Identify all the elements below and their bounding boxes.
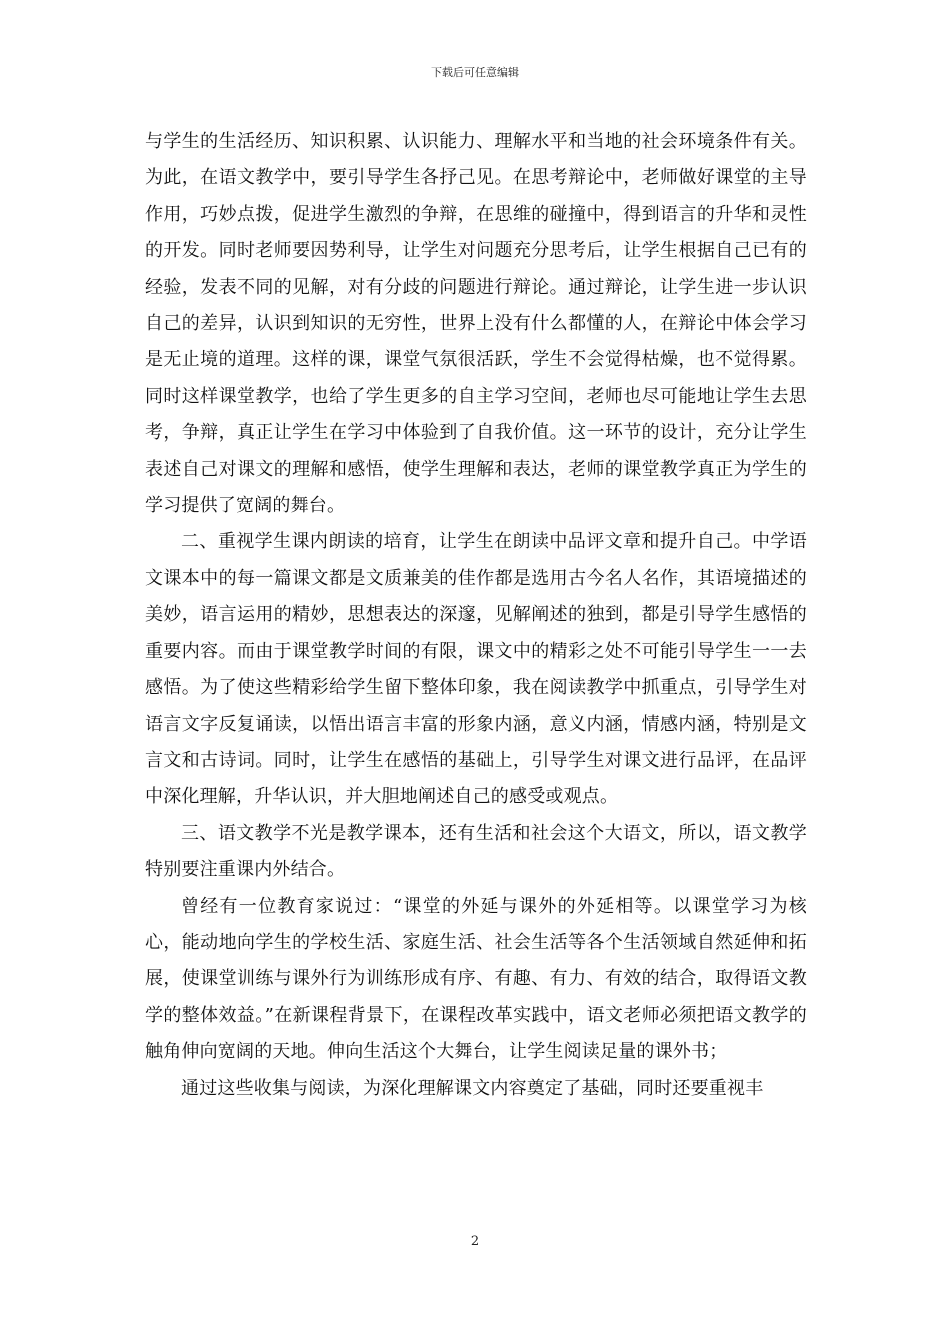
- body-paragraph-3: 三、语文教学不光是教学课本，还有生活和社会这个大语文，所以，语文教学特别要注重课内外结合。: [145, 822, 807, 881]
- page-number: 2: [470, 1234, 480, 1249]
- body-paragraph-4: 曾经有一位教育家说过：“课堂的外延与课外的外延相等。以课堂学习为核心，能动地向学生的学校生活、家庭生活、社会生活等各个生活领域自然延伸和拓展，使课堂训练与课外行为训练形成有序、有趣、有力、有效的结合，取得语文教学的整体效益。”在新课程背景下，在课程改革实践中，语文老师必须把语文教学的触角伸向宽阔的天地。伸向生活这个大舞台，让学生阅读足量的课外书；: [145, 895, 807, 1063]
- document-body: [145, 124, 807, 1107]
- page-header: 下载后可任意编辑: [431, 66, 519, 79]
- body-paragraph-5: 通过这些收集与阅读，为深化理解课文内容奠定了基础，同时还要重视丰: [181, 1077, 764, 1099]
- body-paragraph-1: 与学生的生活经历、知识积累、认识能力、理解水平和当地的社会环境条件有关。为此，在语文教学中，要引导学生各抒己见。在思考辩论中，老师做好课堂的主导作用，巧妙点拨，促进学生激烈的争辩，在思维的碰撞中，得到语言的升华和灵性的开发。同时老师要因势利导，让学生对问题充分思考后，让学生根据自己已有的经验，发表不同的见解，对有分歧的问题进行辩论。通过辩论，让学生进一步认识自己的差异，认识到知识的无穷性，世界上没有什么都懂的人，在辩论中体会学习是无止境的道理。这样的课，课堂气氛很活跃，学生不会觉得枯燥，也不觉得累。同时这样课堂教学，也给了学生更多的自主学习空间，老师也尽可能地让学生去思考，争辩，真正让学生在学习中体验到了自我价值。这一环节的设计，充分让学生表述自己对课文的理解和感悟，使学生理解和表达，老师的课堂教学真正为学生的学习提供了宽阔的舞台。: [145, 131, 807, 517]
- body-paragraph-2: 二、重视学生课内朗读的培育，让学生在朗读中品评文章和提升自己。中学语文课本中的每一篇课文都是文质兼美的佳作都是选用古今名人名作，其语境描述的美妙，语言运用的精妙，思想表达的深邃，见解阐述的独到，都是引导学生感悟的重要内容。而由于课堂教学时间的有限，课文中的精彩之处不可能引导学生一一去感悟。为了使这些精彩给学生留下整体印象，我在阅读教学中抓重点，引导学生对语言文字反复诵读，以悟出语言丰富的形象内涵，意义内涵，情感内涵，特别是文言文和古诗词。同时，让学生在感悟的基础上，引导学生对课文进行品评，在品评中深化理解，升华认识，并大胆地阐述自己的感受或观点。: [145, 531, 807, 808]
